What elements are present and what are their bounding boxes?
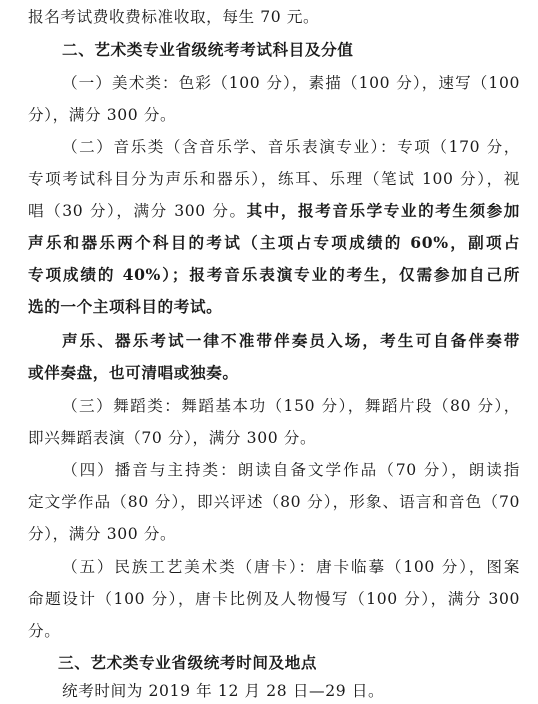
section-heading-2: 二、艺术类专业省级统考考试科目及分值 <box>62 40 354 59</box>
text-line-7-bold: 其中，报考音乐学专业的考生须参加 <box>246 201 520 220</box>
text-line-5: （二）音乐类（含音乐学、音乐表演专业）：专项（170 分， <box>62 138 520 156</box>
text-line-6: 专项考试科目分为声乐和器乐），练耳、乐理（笔试 100 分），视 <box>28 170 520 188</box>
text-line-22: 统考时间为 2019 年 12 月 28 日—29 日。 <box>62 682 385 700</box>
text-line-18: （五）民族工艺美术类（唐卡）：唐卡临摹（100 分），图案 <box>62 558 520 576</box>
text-line-7-normal: 唱（30 分），满分 300 分。 <box>28 202 247 220</box>
text-line-17: 分），满分 300 分。 <box>28 525 177 543</box>
text-line-3: （一）美术类：色彩（100 分），素描（100 分），速写（100 <box>62 74 520 92</box>
text-line-10: 选的一个主项科目的考试。 <box>28 297 223 316</box>
text-line-4: 分），满分 300 分。 <box>28 106 177 124</box>
text-line-19: 命题设计（100 分），唐卡比例及人物慢写（100 分），满分 300 <box>28 590 520 608</box>
text-line-7 <box>28 200 520 222</box>
text-line-14: 即兴舞蹈表演（70 分），满分 300 分。 <box>28 429 317 447</box>
text-line-20: 分。 <box>28 622 61 640</box>
text-line-1: 报名考试费收费标准收取，每生 70 元。 <box>28 8 320 26</box>
text-line-13: （三）舞蹈类：舞蹈基本功（150 分），舞蹈片段（80 分）， <box>62 397 520 415</box>
text-line-9: 专项成绩的 40%）；报考音乐表演专业的考生，仅需参加自己所 <box>28 265 520 284</box>
text-line-16: 定文学作品（80 分），即兴评述（80 分），形象、语言和音色（70 <box>28 493 520 511</box>
section-heading-3: 三、艺术类专业省级统考时间及地点 <box>58 653 318 672</box>
text-line-12: 或伴奏盘，也可清唱或独奏。 <box>28 363 239 382</box>
text-line-11: 声乐、器乐考试一律不准带伴奏员入场，考生可自备伴奏带 <box>62 331 520 350</box>
text-line-15: （四）播音与主持类：朗读自备文学作品（70 分），朗读指 <box>62 461 520 479</box>
text-line-8: 声乐和器乐两个科目的考试（主项占专项成绩的 60%，副项占 <box>28 233 520 252</box>
